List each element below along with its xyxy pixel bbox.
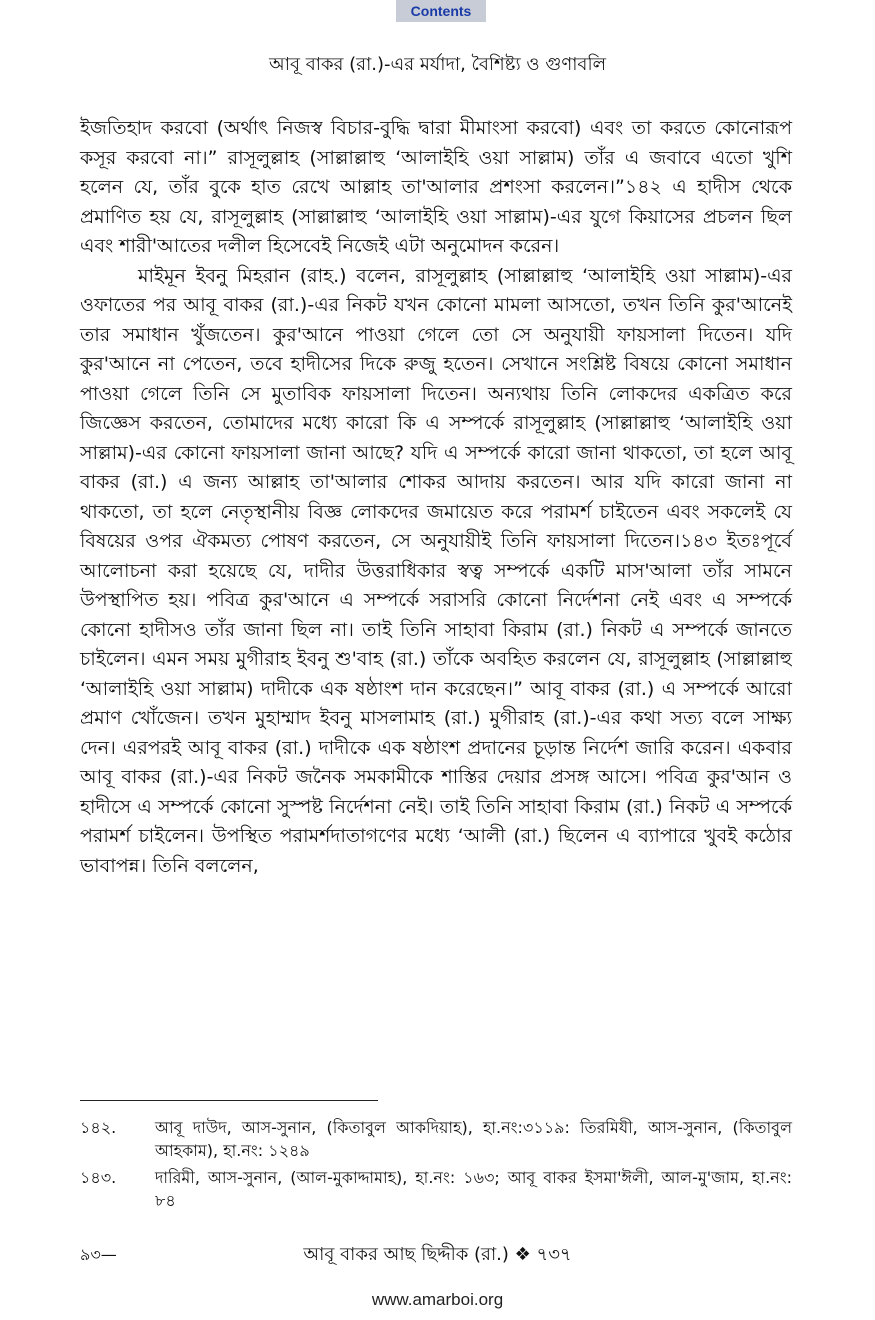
footnote-text: আবূ দাউদ, আস-সুনান, (কিতাবুল আকদিয়াহ), হা.নং:৩১১৯: তিরমিযী, আস-সুনান, (কিতাবুল আহকাম), হা.নং: ১২৪৯ [155,1118,792,1160]
footer-title: আবূ বাকর আছ ছিদ্দীক (রা.) ❖ ৭৩৭ [303,1244,572,1265]
page-marker: ৯৩— [80,1245,117,1264]
footnote-142 [80,1116,792,1162]
footnote-number: ১৪৩. [80,1168,117,1187]
footnote-text: দারিমী, আস-সুনান, (আল-মুকাদ্দামাহ), হা.নং: ১৬৩; আবূ বাকর ইসমা'ঈলী, আল-মু'জাম, হা.নং: ৮৪ [155,1168,792,1210]
running-header: আবূ বাকর (রা.)-এর মর্যাদা, বৈশিষ্ট্য ও গুণাবলি [268,54,607,75]
contents-button[interactable]: Contents [396,0,486,22]
paragraph: ইজতিহাদ করবো (অর্থাৎ নিজস্ব বিচার-বুদ্ধি দ্বারা মীমাংসা করবো) এবং তা করতে কোনোরূপ কসূর করবো না।” রাসূলুল্লাহ (সাল্লাল্লাহু ‘আলাইহি ওয়া সাল্লাম) তাঁর এ জবাবে এতো খুশি হলেন যে, তাঁর বুকে হাত রেখে আল্লাহ তা'আলার প্রশংসা করলেন।”১৪২ এ হাদীস থেকে প্রমাণিত হয় যে, রাসূলুল্লাহ (সাল্লাল্লাহু ‘আলাইহি ওয়া সাল্লাম)-এর যুগে কিয়াসের প্রচলন ছিল এবং শারী'আতের দলীল হিসেবেই নিজেই এটা অনুমোদন করেন। [80,117,792,257]
footnote-number: ১৪২. [80,1118,117,1137]
body-text [80,114,792,881]
site-url: www.amarboi.org [371,1290,504,1309]
footnote-divider [80,1100,378,1101]
page-footer [0,1242,875,1268]
footnote-143 [80,1166,792,1212]
footnotes [80,1116,792,1216]
paragraph: মাইমূন ইবনু মিহরান (রাহ.) বলেন, রাসূলুল্লাহ (সাল্লাল্লাহু ‘আলাইহি ওয়া সাল্লাম)-এর ওফাতের পর আবূ বাকর (রা.)-এর নিকট যখন কোনো মামলা আসতো, তখন তিনি কুর'আনেই তার সমাধান খুঁজতেন। কুর'আনে পাওয়া গেলে তো সে অনুযায়ী ফায়সালা দিতেন। যদি কুর'আনে না পেতেন, তবে হাদীসের দিকে রুজু হতেন। সেখানে সংশ্লিষ্ট বিষয়ে কোনো সমাধান পাওয়া গেলে তিনি সে মুতাবিক ফায়সালা দিতেন। অন্যথায় তিনি লোকদের একত্রিত করে জিজ্ঞেস করতেন, তোমাদের মধ্যে কারো কি এ সম্পর্কে রাসূলুল্লাহ (সাল্লাল্লাহু ‘আলাইহি ওয়া সাল্লাম)-এর কোনো ফায়সালা জানা আছে? যদি এ সম্পর্কে কারো জানা থাকতো, তা হলে আবূ বাকর (রা.) এ জন্য আল্লাহ তা'আলার শোকর আদায় করতেন। আর যদি কারো জানা না থাকতো, তা হলে নেতৃস্থানীয় বিজ্ঞ লোকদের জমায়েত করে পরামর্শ চাইতেন এবং সকলেই যে বিষয়ের ওপর ঐকমত্য পোষণ করতেন, সে অনুযায়ীই তিনি ফায়সালা দিতেন।১৪৩ ইতঃপূর্বে আলোচনা করা হয়েছে যে, দাদীর উত্তরাধিকার স্বত্ব সম্পর্কে একটি মাস'আলা তাঁর সামনে উপস্থাপিত হয়। পবিত্র কুর'আনে এ সম্পর্কে সরাসরি কোনো নির্দেশনা নেই এবং এ সম্পর্কে কোনো হাদীসও তাঁর জানা ছিল না। তাই তিনি সাহাবা কিরাম (রা.) নিকট এ সম্পর্কে জানতে চাইলেন। এমন সময় মুগীরাহ ইবনু শু'বাহ (রা.) তাঁকে অবহিত করলেন যে, রাসূলুল্লাহ (সাল্লাল্লাহু ‘আলাইহি ওয়া সাল্লাম) দাদীকে এক ষষ্ঠাংশ দান করেছেন।” আবূ বাকর (রা.) এ সম্পর্কে আরো প্রমাণ খোঁজেন। তখন মুহাম্মাদ ইবনু মাসলামাহ (রা.) মুগীরাহ (রা.)-এর কথা সত্য বলে সাক্ষ্য দেন। এরপরই আবূ বাকর (রা.) দাদীকে এক ষষ্ঠাংশ প্রদানের চূড়ান্ত নির্দেশ জারি করেন। একবার আবূ বাকর (রা.)-এর নিকট জনৈক সমকামীকে শাস্তির দেয়ার প্রসঙ্গ আসে। পবিত্র কুর'আন ও হাদীসে এ সম্পর্কে কোনো সুস্পষ্ট নির্দেশনা নেই। তাই তিনি সাহাবা কিরাম (রা.) নিকট এ সম্পর্কে পরামর্শ চাইলেন। উপস্থিত পরামর্শদাতাগণের মধ্যে ‘আলী (রা.) ছিলেন এ ব্যাপারে খুবই কঠোর ভাবাপন্ন। তিনি বললেন, [80,264,792,877]
